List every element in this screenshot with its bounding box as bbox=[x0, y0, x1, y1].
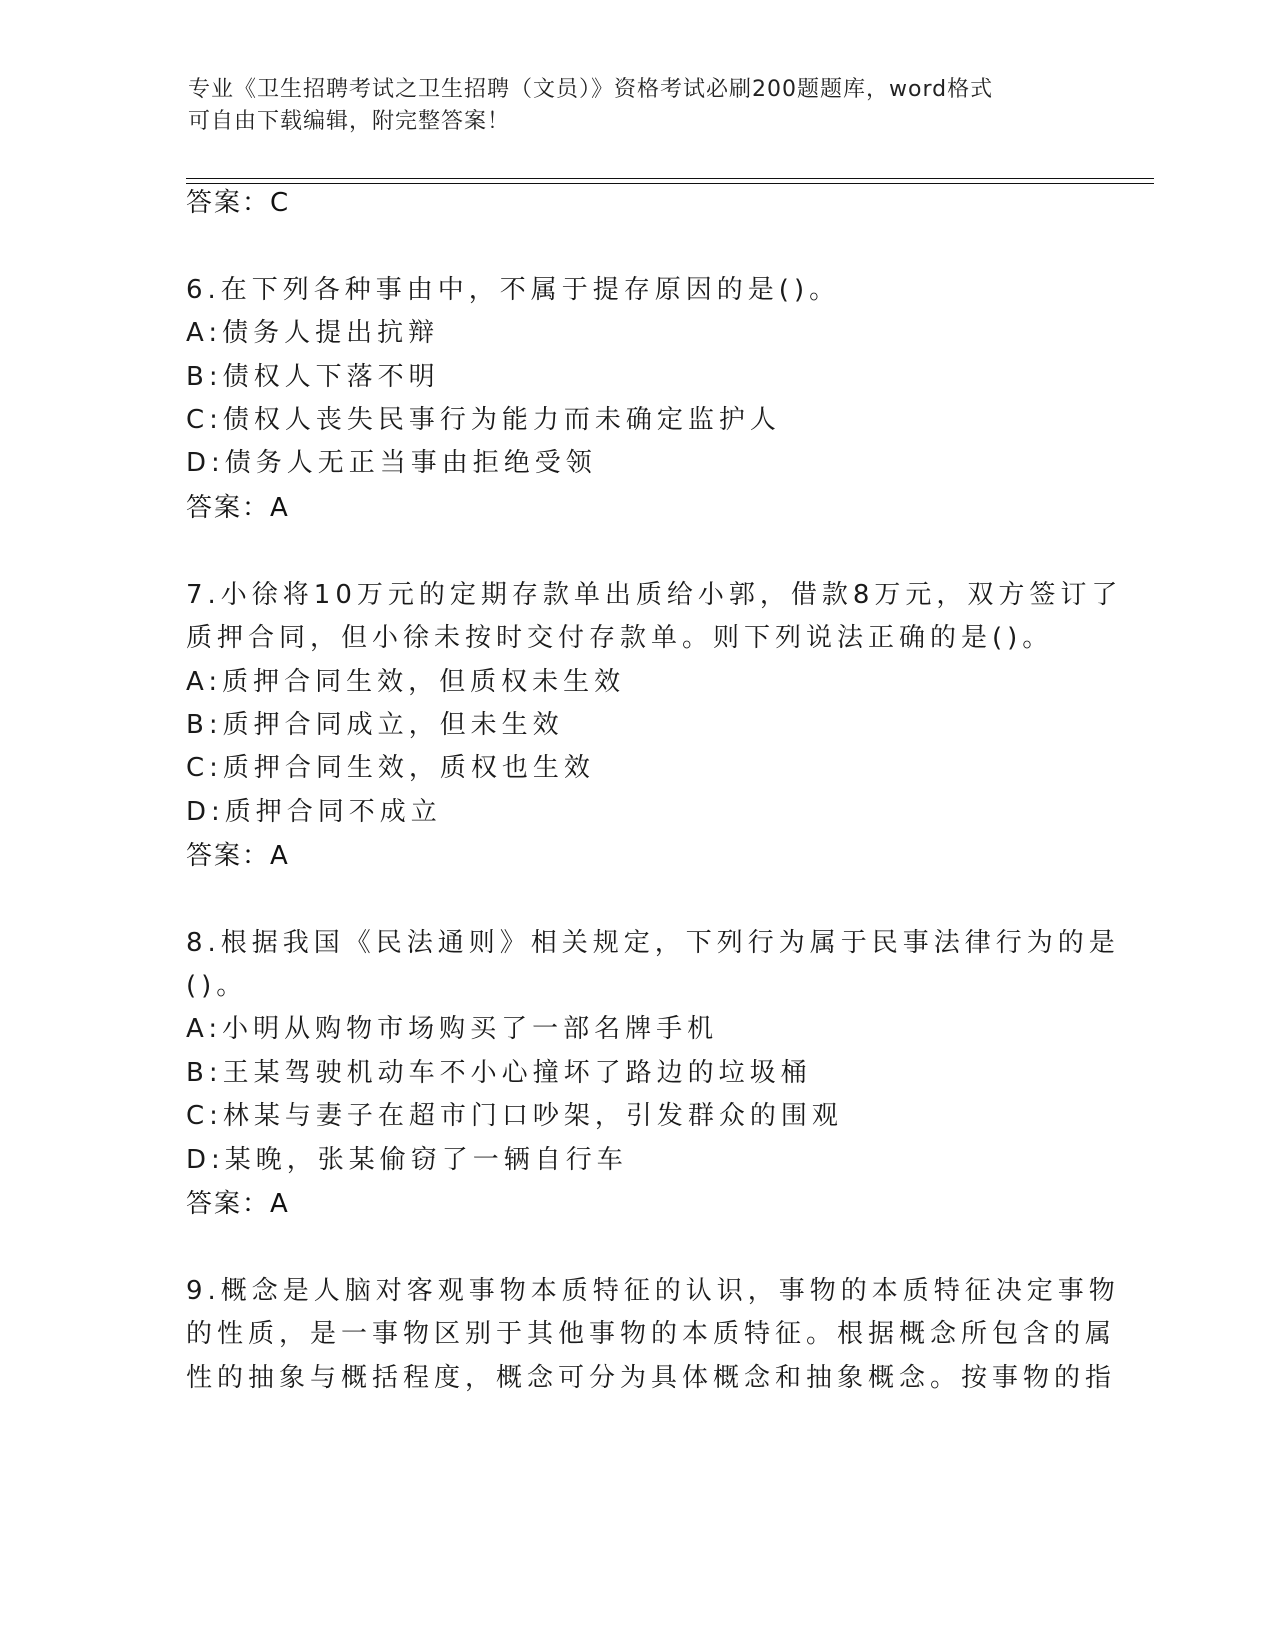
question-6-option-c: C:债权人丧失民事行为能力而未确定监护人 bbox=[186, 405, 781, 435]
document-header bbox=[188, 74, 1068, 138]
answer-prev: 答案：C bbox=[186, 188, 291, 218]
question-6-answer: 答案：A bbox=[186, 493, 290, 523]
question-8-line-2: ()。 bbox=[186, 971, 248, 1001]
question-6-line-1: 6.在下列各种事由中，不属于提存原因的是()。 bbox=[186, 275, 841, 305]
question-9-line-1: 9.概念是人脑对客观事物本质特征的认识，事物的本质特征决定事物 bbox=[186, 1276, 1120, 1306]
question-8-option-c: C:林某与妻子在超市门口吵架，引发群众的围观 bbox=[186, 1101, 843, 1131]
question-8-option-d: D:某晚，张某偷窃了一辆自行车 bbox=[186, 1145, 628, 1175]
question-8-line-1: 8.根据我国《民法通则》相关规定，下列行为属于民事法律行为的是 bbox=[186, 928, 1120, 958]
header-rule-bottom bbox=[186, 183, 1154, 184]
question-7-line-2: 质押合同，但小徐未按时交付存款单。则下列说法正确的是()。 bbox=[186, 623, 1054, 653]
header-line-1: 专业《卫生招聘考试之卫生招聘（文员）》资格考试必刷200题题库，word格式 bbox=[188, 77, 994, 102]
question-8-option-a: A:小明从购物市场购买了一部名牌手机 bbox=[186, 1014, 719, 1044]
question-9-line-2: 的性质，是一事物区别于其他事物的本质特征。根据概念所包含的属 bbox=[186, 1319, 1117, 1349]
question-7-option-c: C:质押合同生效，质权也生效 bbox=[186, 753, 595, 783]
question-6-option-d: D:债务人无正当事由拒绝受领 bbox=[186, 448, 597, 478]
question-7-option-a: A:质押合同生效，但质权未生效 bbox=[186, 667, 626, 697]
header-line-2: 可自由下载编辑，附完整答案！ bbox=[188, 109, 511, 134]
question-7-line-1: 7.小徐将10万元的定期存款单出质给小郭，借款8万元，双方签订了 bbox=[186, 580, 1123, 610]
question-8-option-b: B:王某驾驶机动车不小心撞坏了路边的垃圾桶 bbox=[186, 1058, 812, 1088]
question-7-option-d: D:质押合同不成立 bbox=[186, 797, 442, 827]
question-8-answer: 答案：A bbox=[186, 1189, 290, 1219]
question-6-option-b: B:债权人下落不明 bbox=[186, 362, 440, 392]
question-7-answer: 答案：A bbox=[186, 841, 290, 871]
header-rule-top bbox=[186, 178, 1154, 179]
question-6-option-a: A:债务人提出抗辩 bbox=[186, 318, 440, 348]
question-9-line-3: 性的抽象与概括程度，概念可分为具体概念和抽象概念。按事物的指 bbox=[186, 1363, 1117, 1393]
question-7-option-b: B:质押合同成立，但未生效 bbox=[186, 710, 564, 740]
